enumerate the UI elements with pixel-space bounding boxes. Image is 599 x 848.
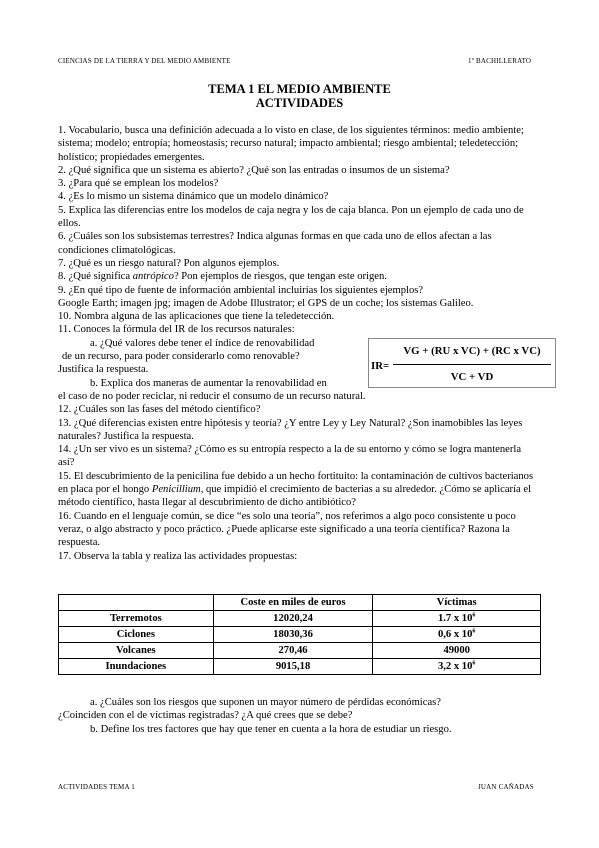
victims-exponent: 6 <box>472 612 476 619</box>
question-11b-line2: el caso de no poder reciclar, ni reducir el consumo de un recurso natural. <box>58 390 366 402</box>
question-3: 3. ¿Para qué se emplean los modelos? <box>58 178 219 190</box>
header-course: 1º BACHILLERATO <box>468 57 532 65</box>
victims-value: 0,6 x 10 <box>437 629 473 640</box>
victims-value: 49000 <box>443 645 470 656</box>
risk-cost: 12020,24 <box>213 611 373 627</box>
victims-value: 1.7 x 10 <box>437 613 473 624</box>
footer-author: JUAN CAÑADAS <box>478 783 534 791</box>
question-11a-line1: a. ¿Qué valores debe tener el índice de renovabilidad <box>90 337 315 349</box>
page-subtitle: ACTIVIDADES <box>255 96 344 110</box>
question-11b-line1: b. Explica dos maneras de aumentar la renovabilidad en <box>90 377 327 389</box>
question-9: 9. ¿En qué tipo de fuente de información ambiental incluirías los siguientes ejemplos? <box>58 284 424 296</box>
question-15-fungus: Penicillium <box>151 484 201 496</box>
formula-numerator: VG + (RU x VC) + (RC x VC) <box>403 345 541 357</box>
formula-denominator: VC + VD <box>450 371 494 383</box>
table-header-victims: Víctimas <box>373 595 541 611</box>
table-header-empty <box>59 595 214 611</box>
question-16: 16. Cuando en el lenguaje común, se dice “es solo una teoría”, nos referimos a algo poco consistente u poco veraz, o algo abstracto y poco práctico. ¿Puede aplicarse este significado a una teoría científica? Razona la respuesta. <box>58 510 516 549</box>
question-15 <box>58 470 538 510</box>
question-17-subitems <box>58 696 538 736</box>
risk-cost: 270,46 <box>213 643 373 659</box>
risk-name: Terremotos <box>59 611 214 627</box>
question-12: 12. ¿Cuáles son las fases del método científico? <box>58 404 261 416</box>
table-row <box>59 659 541 675</box>
question-17: 17. Observa la tabla y realiza las actividades propuestas: <box>58 550 298 562</box>
page-title: TEMA 1 EL MEDIO AMBIENTE <box>208 82 391 96</box>
risk-name: Ciclones <box>59 627 214 643</box>
question-6: 6. ¿Cuáles son los subsistemas terrestres? Indica algunas formas en que cada uno de ellos afectan a las condiciones climatológicas. <box>58 231 492 256</box>
ir-formula <box>368 338 556 388</box>
fraction-bar <box>393 364 551 365</box>
question-4: 4. ¿Es lo mismo un sistema dinámico que un modelo dinámico? <box>58 191 329 203</box>
question-5: 5. Explica las diferencias entre los modelos de caja negra y los de caja blanca. Pon un ejemplo de cada uno de ellos. <box>58 204 524 230</box>
risk-victims <box>373 611 541 627</box>
victims-value: 3,2 x 10 <box>437 661 473 672</box>
question-7: 7. ¿Qué es un riesgo natural? Pon algunos ejemplos. <box>58 257 280 269</box>
victims-exponent: 6 <box>472 660 476 667</box>
table-row <box>59 627 541 643</box>
formula-label: IR= <box>371 360 390 372</box>
footer-title: ACTIVIDADES TEMA 1 <box>58 783 135 791</box>
question-8-text: 8. ¿Qué significa <box>58 271 133 283</box>
question-17a-line1: a. ¿Cuáles son los riesgos que suponen un mayor número de pérdidas económicas? <box>90 697 441 708</box>
risk-victims <box>373 627 541 643</box>
risk-victims <box>373 659 541 675</box>
risk-name: Inundaciones <box>59 659 214 675</box>
question-17b: b. Define los tres factores que hay que tener en cuenta a la hora de estudiar un riesgo. <box>90 723 452 735</box>
question-17a-line2: ¿Coinciden con el de víctimas registradas? ¿A qué crees que se debe? <box>58 710 353 722</box>
risk-cost: 9015,18 <box>213 659 373 675</box>
question-15-text: 15. El descubrimiento de la penicilina fue debido a un hecho fortituito: la contaminación de cultivos bacterianos en placa por el hongo <box>58 470 534 496</box>
question-13: 13. ¿Qué diferencias existen entre hipótesis y teoría? ¿Y entre Ley y Ley Natural? ¿Son inamobibles las leyes naturales? Justifica la respuesta. <box>58 417 523 442</box>
risk-victims <box>373 643 541 659</box>
header-subject: CIENCIAS DE LA TIERRA Y DEL MEDIO AMBIENTE <box>58 57 231 65</box>
question-2: 2. ¿Qué significa que un sistema es abierto? ¿Qué son las entradas o insumos de un sistema? <box>58 164 450 176</box>
question-8-text-end: ? Pon ejemplos de riesgos, que tengan este origen. <box>173 271 387 283</box>
question-8-term: antrópico <box>132 271 174 283</box>
question-11: 11. Conoces la fórmula del IR de los recursos naturales: <box>58 324 295 336</box>
table-header-cost: Coste en miles de euros <box>213 595 373 611</box>
question-14: 14. ¿Un ser vivo es un sistema? ¿Cómo es su entropía respecto a la de su entorno y cómo se logra mantenerla así? <box>58 444 522 469</box>
risks-table <box>58 594 541 675</box>
table-row <box>59 611 541 627</box>
risk-name: Volcanes <box>59 643 214 659</box>
question-9-examples: Google Earth; imagen jpg; imagen de Adobe Illustrator; el GPS de un coche; los sistemas Galileo. <box>58 297 474 309</box>
question-11a-line2: de un recurso, para poder considerarlo como renovable? <box>62 351 300 363</box>
question-1: 1. Vocabulario, busca una definición adecuada a lo visto en clase, de los siguientes términos: medio ambiente; sistema; modelo; entropía; homeostasis; recurso natural; impacto ambiental; riesgo ambiental; teledetección; holístico; propiedades emergentes. <box>58 125 524 163</box>
question-11a-line3: Justifica la respuesta. <box>58 364 149 376</box>
question-10: 10. Nombra alguna de las aplicaciones que tiene la teledetección. <box>58 311 335 323</box>
risk-cost: 18030,36 <box>213 627 373 643</box>
table-row <box>59 643 541 659</box>
table-header-row <box>59 595 541 611</box>
victims-exponent: 6 <box>472 628 476 635</box>
question-8 <box>58 270 538 283</box>
question-15-text-end: , que impidió el crecimiento de bacterias a su alrededor. ¿Cómo se aplicaría el método científico, hasta llegar al descubrimiento de dicho antibiótico? <box>58 484 532 509</box>
